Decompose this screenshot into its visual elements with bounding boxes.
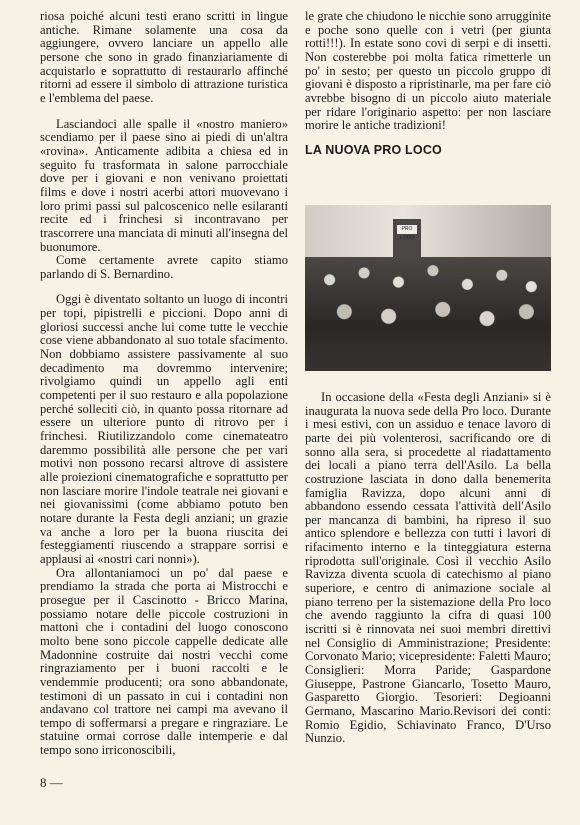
photo-crowd [305, 257, 551, 371]
left-column [40, 10, 288, 758]
paragraph: le grate che chiudono le nicchie sono arrugginite e poche sono quelle con i vetri (per giunta rotti!!!). In estate sono covi di serpi e di insetti. Non costerebbe poi molta fatica rimetterle un po' in sesto; per questo un piccolo gruppo di giovani è disposto a ripristinarle, ma per fare ciò avrebbe bisogno di un piccolo aiuto materiale per ridare l'originario aspetto: per non lasciare morire le antiche tradizioni! [305, 9, 551, 133]
paragraph: In occasione della «Festa degli Anziani» si è inaugurata la nuova sede della Pro loco. Durante i mesi estivi, con un assiduo e tenace lavoro di parte dei più volenterosi, sacrificando ore di sonno alla sera, si procedette al riadattamento dei locali a piano terra dell'Asilo. La bella costruzione lasciata in dono dalla benemerita famiglia Ravizza, dopo alcuni anni di abbandono essendo cessata l'attività dell'Asilo per mancanza di bambini, ha ripreso il suo antico splendore e bellezza con tutti i lavori di rifacimento interno e la tinteggiatura esterna riprodotta sull'originale. Così il vecchio Asilo Ravizza diventa scuola di catechismo al piano superiore, e centro di animazione sociale al piano terreno per la sistemazione della Pro loco che avendo raggiunto la cifra di quasi 100 iscritti si è rinnovata nei suoi membri direttivi nel Consiglio di Amministrazione; Presidente: Corvonato Mario; vicepresidente: Faletti Mauro; Consiglieri: Morra Paride; Gaspardone Giuseppe, Pastrone Giancarlo, Tosetto Mauro, Gasparetto Giorgio. Tesorieri: Degioanni Germano, Mascarino Mario.Revisori dei conti: Romio Egidio, Schiavinato Franco, D'Urso Nunzio. [305, 389, 551, 746]
right-column [305, 10, 551, 746]
section-heading: LA NUOVA PRO LOCO [305, 142, 442, 157]
photo-building-wall [305, 205, 551, 265]
crowd-photo [305, 205, 551, 371]
paragraph: Lasciandoci alle spalle il «nostro maniero» scendiamo per il paese sino ai piedi di un'altra «rovina». Anticamente adibita a chiesa ed in seguito fu trasformata in salone parrocchiale dove per i giovani e non venivano proiettati films e dove i nostri acerbi attori muovevano i loro primi passi sul palcoscenico nelle esilaranti recite ed i frinchesi si incontravano per trascorrere una manciata di minuti all'insegna del buonumore. [40, 116, 288, 254]
page-number: 8 — [40, 775, 63, 790]
paragraph: Come certamente avrete capito stiamo parlando di S. Bernardino. [40, 253, 288, 281]
photo-sign: PRO LOCO [397, 225, 417, 234]
paragraph: Oggi è diventato soltanto un luogo di incontri per topi, pipistrelli e piccioni. Dopo anni di gloriosi successi anche lui come tutte le vecchie cose viene abbandonato al suo totale sfacimento. Non dobbiamo assistere passivamente al suo decadimento ma dovremmo intervenire; rivolgiamo quindi un appello agli enti competenti per il suo restauro e alla popolazione perché solleciti ciò, in quanto possa ritornare ad essere un ulteriore punto di ritrovo per i frinchesi. Riutilizzandolo come cinemateatro daremmo possibilità alle persone che per vari motivi non possono recarsi altrove di assistere alle proiezioni cinematografiche e soprattutto per non lasciare morire l'indole teatrale nei giovani e nei giovanissimi (come abbiamo potuto ben notare durante la Festa degli anziani; un grazie va anche a loro per la buona riuscita dei festeggiamenti riuscendo a strappare sorrisi e applausi ai «nostri cari nonni»). [40, 292, 288, 566]
paragraph: Ora allontaniamoci un po' dal paese e prendiamo la strada che porta ai Mistrocchi e prosegue per il Cascinotto - Bricco Marina, possiamo notare delle piccole costruzioni in mattoni che i contadini del luogo conoscono molto bene sono piccole cappelle dedicate alle Madonnine costruite dai nostri vecchi come ringraziamento per i buoni raccolti e le vendemmie producenti; ora sono abbandonate, testimoni di un passato in cui i contadini non andavano col trattore nei campi ma avevano il tempo di soffermarsi a pregare e ringraziare. Le statuine ormai corrose dalle intemperie e dal tempo sono irriconoscibili, [40, 565, 288, 758]
paragraph: riosa poiché alcuni testi erano scritti in lingue antiche. Rimane solamente una cosa da aggiungere, ovvero lanciare un appello alle persone che sono in grado finanziariamente di acquistarlo e soprattutto di restaurarlo affinché ritorni ad essere il simbolo di attrazione turistica e l'emblema del paese. [40, 9, 288, 105]
